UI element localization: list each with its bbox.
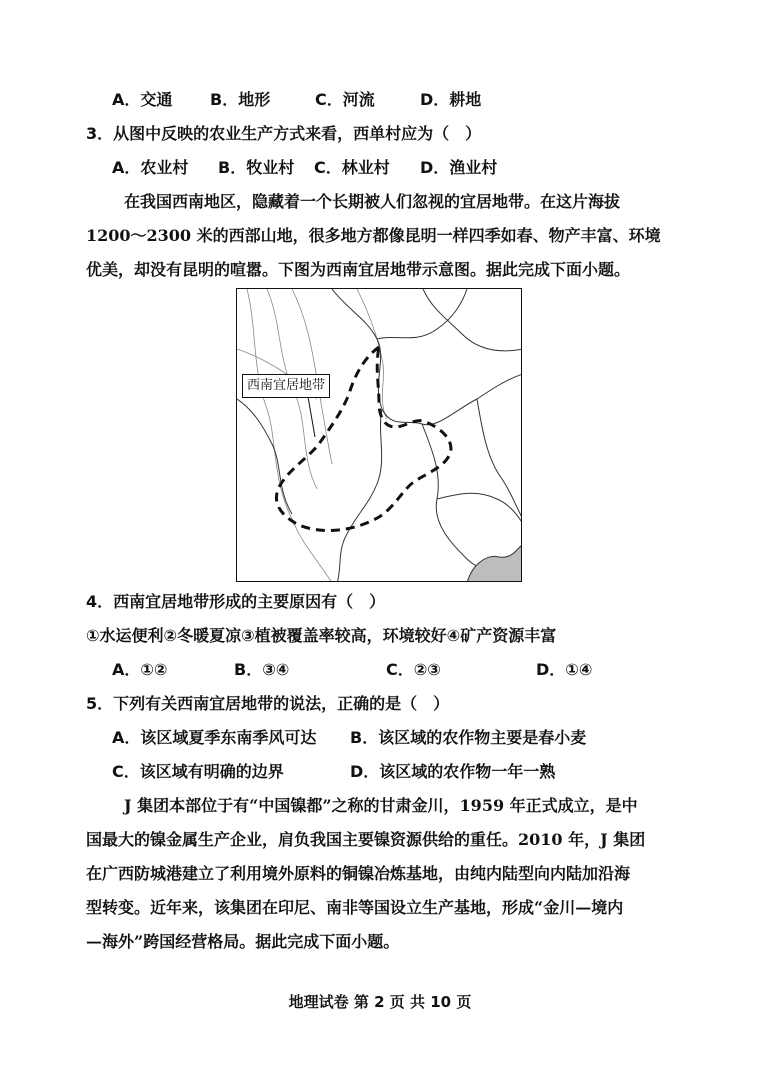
q2-option-b: B．地形 bbox=[210, 90, 271, 109]
passage2-line-3: 在广西防城港建立了利用境外原料的铜镍冶炼基地，由纯内陆型向内陆加沿海 bbox=[86, 864, 631, 883]
q4-option-b: B．③④ bbox=[234, 660, 290, 679]
boundary-line-2 bbox=[377, 289, 467, 339]
q3-option-c: C．林业村 bbox=[314, 158, 390, 177]
passage1-line-2: 1200～2300 米的西部山地，很多地方都像昆明一样四季如春、物产丰富、环境 bbox=[86, 226, 661, 245]
q3-option-b: B．牧业村 bbox=[218, 158, 295, 177]
page-footer: 地理试卷 第 2 页 共 10 页 bbox=[288, 993, 472, 1011]
river-line-4 bbox=[357, 289, 387, 419]
boundary-line-3 bbox=[337, 409, 382, 582]
passage2-line-2: 国最大的镍金属生产企业，肩负我国主要镍资源供给的重任。2010 年，J 集团 bbox=[86, 830, 646, 849]
q4-choices: ①水运便利②冬暖夏凉③植被覆盖率较高，环境较好④矿产资源丰富 bbox=[86, 626, 557, 645]
passage2-line-4: 型转变。近年来，该集团在印尼、南非等国设立生产基地，形成“金川—境内 bbox=[86, 898, 624, 917]
passage2-line-1: J 集团本部位于有“中国镍都”之称的甘肃金川，1959 年正式成立，是中 bbox=[124, 796, 638, 815]
q5-option-a: A．该区域夏季东南季风可达 bbox=[112, 728, 317, 747]
q4-option-c: C．②③ bbox=[386, 660, 441, 679]
river-line-1 bbox=[247, 289, 332, 582]
boundary-line-4 bbox=[422, 424, 522, 571]
q2-option-a: A．交通 bbox=[112, 90, 173, 109]
q2-option-c: C．河流 bbox=[315, 90, 375, 109]
q3-stem: 3．从图中反映的农业生产方式来看，西单村应为（ ） bbox=[86, 124, 482, 143]
boundary-line-7 bbox=[437, 493, 522, 524]
boundary-line-8 bbox=[423, 289, 522, 351]
q5-option-d: D．该区域的农作物一年一熟 bbox=[350, 762, 556, 781]
boundary-line-1 bbox=[332, 289, 522, 425]
q3-option-d: D．渔业村 bbox=[420, 158, 498, 177]
map-label-livable-belt: 西南宜居地带 bbox=[242, 374, 330, 398]
q5-stem: 5．下列有关西南宜居地带的说法，正确的是（ ） bbox=[86, 694, 450, 713]
q3-option-a: A．农业村 bbox=[112, 158, 189, 177]
q4-option-d: D．①④ bbox=[536, 660, 593, 679]
q4-option-a: A．①② bbox=[112, 660, 168, 679]
q4-stem: 4．西南宜居地带形成的主要原因有（ ） bbox=[86, 592, 386, 611]
boundary-line-6 bbox=[237, 399, 292, 514]
boundary-line-5 bbox=[477, 399, 522, 519]
q5-option-c: C．该区域有明确的边界 bbox=[112, 762, 284, 781]
q2-option-d: D．耕地 bbox=[420, 90, 482, 109]
southwest-livable-belt-map bbox=[236, 288, 522, 582]
sea-region bbox=[467, 544, 522, 582]
map-drawing bbox=[237, 289, 522, 582]
q5-option-b: B．该区域的农作物主要是春小麦 bbox=[350, 728, 587, 747]
passage1-line-1: 在我国西南地区，隐藏着一个长期被人们忽视的宜居地带。在这片海拔 bbox=[124, 192, 621, 211]
passage1-line-3: 优美，却没有昆明的喧嚣。下图为西南宜居地带示意图。据此完成下面小题。 bbox=[86, 260, 631, 279]
passage2-line-5: —海外”跨国经营格局。据此完成下面小题。 bbox=[86, 932, 400, 951]
